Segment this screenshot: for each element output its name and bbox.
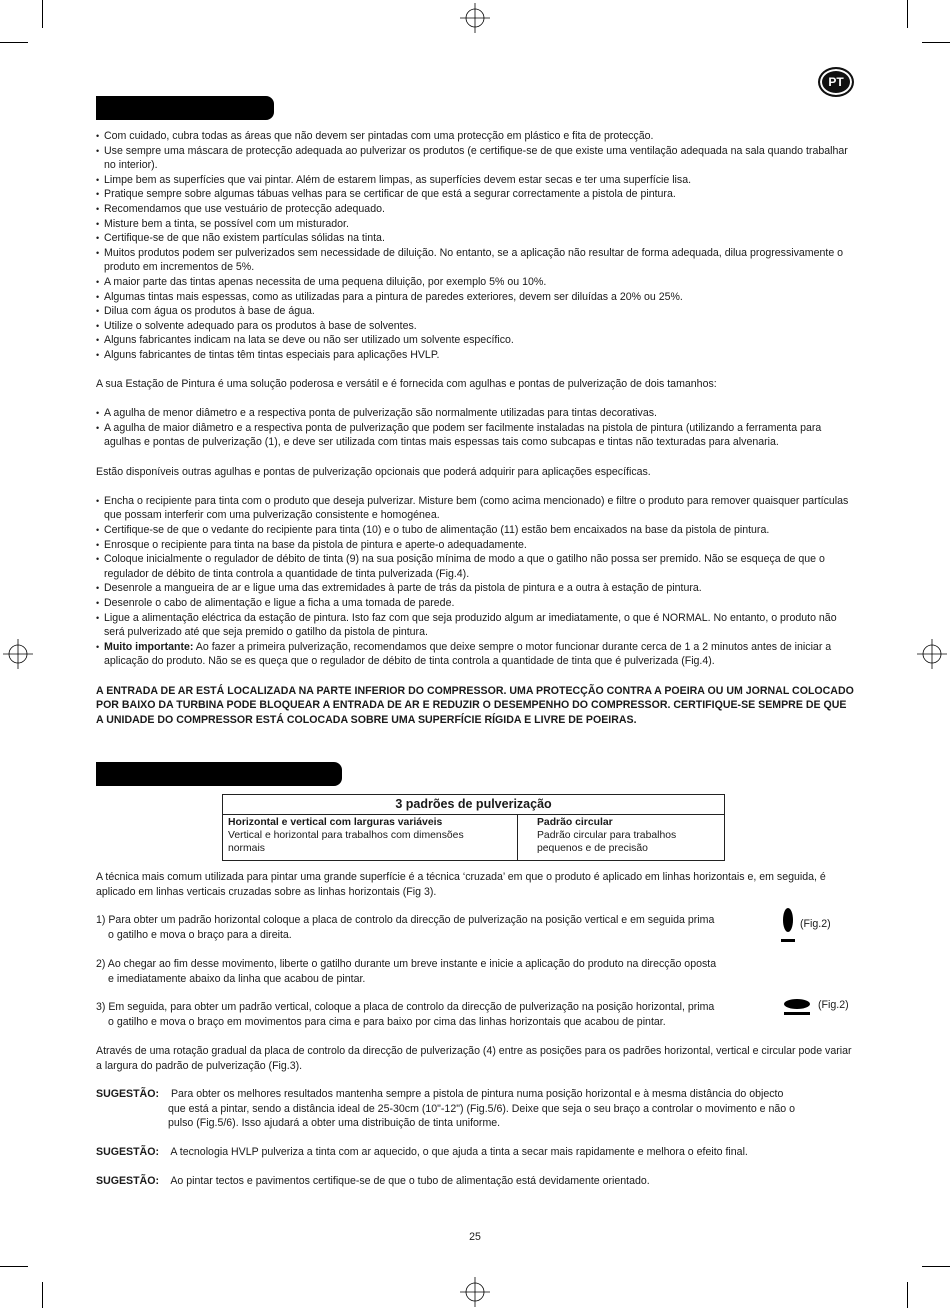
preparation-section	[96, 129, 856, 728]
preparation-list	[96, 129, 856, 363]
cell-text: pequenos e de precisão	[537, 843, 648, 855]
registration-mark-icon	[3, 639, 33, 669]
crop-mark	[0, 42, 28, 43]
registration-mark-icon	[917, 639, 947, 669]
registration-mark-icon	[460, 1277, 490, 1307]
tip-3: SUGESTÃO: Ao pintar tectos e pavimentos certifique-se de que o tubo de alimentação está devidamente orientado.	[96, 1175, 650, 1187]
tip-label: SUGESTÃO:	[96, 1146, 159, 1158]
important-text: Ao fazer a primeira pulverização, recomendamos que deixe sempre o motor funcionar durante cerca de 1 a 2 minutos antes de iniciar a aplicação do produto. Não se es queça que o regulador de débito de tinta controla a quantidade de tinta que é pulverizada (Fig.4).	[104, 640, 832, 668]
crop-mark	[42, 1282, 43, 1308]
vertical-nozzle-icon	[780, 906, 796, 944]
crop-mark	[922, 42, 950, 43]
list-item: • A maior parte das tintas apenas necessita de uma pequena diluição, por exemplo 5% ou 10%.	[96, 275, 856, 290]
figure-reference: (Fig.2)	[800, 918, 831, 930]
list-item: • Muitos produtos podem ser pulverizados sem necessidade de diluição. No entanto, se a aplicação não resultar de forma adequada, dilua progressivamente o produto em incrementos de 5%.	[96, 246, 856, 275]
list-item: • A agulha de menor diâmetro e a respectiva ponta de pulverização são normalmente utilizadas para tintas decorativas.	[96, 406, 856, 421]
step-2: 2) Ao chegar ao fim desse movimento, liberte o gatilho durante um breve instante e inicie a aplicação do produto na direcção oposta e imediatamente abaixo da linha que acabou de pintar.	[96, 958, 717, 985]
tip-label: SUGESTÃO:	[96, 1175, 159, 1187]
crop-mark	[907, 1282, 908, 1308]
air-intake-warning: A ENTRADA DE AR ESTÁ LOCALIZADA NA PARTE INFERIOR DO COMPRESSOR. UMA PROTECÇÃO CONTRA A POEIRA OU UM JORNAL COLOCADO POR BAIXO DA TURBINA PODE BLOQUEAR A ENTRADA DE AR E REDUZIR O DESEMPENHO DO COMPRESSOR. CERTIFIQUE-SE SEMPRE DE QUE A UNIDADE DO COMPRESSOR ESTÁ COLOCADA SOBRE UMA SUPERFÍCIE RÍGIDA E LIVRE DE POEIRAS.	[96, 684, 854, 727]
list-item: • Limpe bem as superfícies que vai pintar. Além de estarem limpas, as superfícies devem estar secas e ter uma superfície lisa.	[96, 173, 856, 188]
optional-paragraph: Estão disponíveis outras agulhas e pontas de pulverização opcionais que poderá adquirir para aplicações específicas.	[96, 465, 651, 478]
list-item: • Certifique-se de que o vedante do recipiente para tinta (10) e o tubo de alimentação (11) estão bem encaixados na base da pistola de pintura.	[96, 523, 856, 538]
tip-1: SUGESTÃO: Para obter os melhores resultados mantenha sempre a pistola de pintura numa posição horizontal e à mesma distância do objecto que está a pintar, sendo a distância ideal de 25-30cm (10"-12") (Fig.5/6). Deixe que seja o seu braço a controlar o movimento e não o pulso (Fig.5/6). Isso ajudará a obter uma distribuição de tinta uniforme.	[96, 1088, 796, 1130]
list-item: • Recomendamos que use vestuário de protecção adequado.	[96, 202, 856, 217]
crop-mark	[922, 1266, 950, 1267]
list-item: • Misture bem a tinta, se possível com um misturador.	[96, 217, 856, 232]
list-item: • Enrosque o recipiente para tinta na base da pistola de pintura e aperte-o adequadamente.	[96, 538, 856, 553]
rotation-paragraph: Através de uma rotação gradual da placa de controlo da direcção de pulverização (4) entre as posições para os padrões horizontal, vertical e circular pode variar a largura do padrão de pulverização (Fig.3).	[96, 1045, 852, 1072]
registration-mark-icon	[460, 3, 490, 33]
figure-reference: (Fig.2)	[818, 999, 849, 1011]
list-item: • Pratique sempre sobre algumas tábuas velhas para se certificar de que está a segurar correctamente a pistola de pintura.	[96, 187, 856, 202]
table-divider	[517, 815, 518, 861]
setup-list	[96, 494, 856, 669]
list-item: • Algumas tintas mais espessas, como as utilizadas para a pintura de paredes exteriores, devem ser diluídas a 20% ou 25%.	[96, 290, 856, 305]
cell-text: Padrão circular para trabalhos	[537, 830, 677, 842]
cell-text: normais	[228, 843, 265, 855]
tip-label: SUGESTÃO:	[96, 1088, 159, 1100]
section-header-bar	[96, 96, 274, 120]
spray-patterns-table	[222, 794, 725, 861]
list-item	[96, 640, 856, 669]
list-item: • Desenrole o cabo de alimentação e ligue a ficha a uma tomada de parede.	[96, 596, 856, 611]
language-badge: PT	[818, 67, 854, 97]
cell-title: Padrão circular	[537, 817, 613, 828]
intro-paragraph: A sua Estação de Pintura é uma solução poderosa e versátil e é fornecida com agulhas e pontas de pulverização de dois tamanhos:	[96, 378, 717, 391]
list-item: • Alguns fabricantes indicam na lata se deve ou não ser utilizado um solvente específico.	[96, 333, 856, 348]
cross-technique-paragraph: A técnica mais comum utilizada para pintar uma grande superfície é a técnica ‘cruzada’ em que o produto é aplicado em linhas horizontais e, em seguida, é aplicado em linhas verticais cruzadas sobre as linhas horizontais (Fig 3).	[96, 871, 826, 898]
needle-list	[96, 406, 856, 450]
list-item: • Use sempre uma máscara de protecção adequada ao pulverizar os produtos (e certifique-se de que existe uma ventilação adequada na sala quando trabalhar no interior).	[96, 144, 856, 173]
step-3: 3) Em seguida, para obter um padrão vertical, coloque a placa de controlo da direcção de pulverização na posição horizontal, prima o gatilho e mova o braço em movimentos para cima e para baixo por cima das linhas horizontais que acabou de pintar.	[96, 1001, 715, 1028]
cell-text: Vertical e horizontal para trabalhos com dimensões	[228, 830, 464, 842]
table-cell-right	[537, 816, 722, 856]
list-item: • Certifique-se de que não existem partículas sólidas na tinta.	[96, 231, 856, 246]
page-number: 25	[469, 1231, 481, 1243]
list-item: • Utilize o solvente adequado para os produtos à base de solventes.	[96, 319, 856, 334]
list-item: • Desenrole a mangueira de ar e ligue uma das extremidades à parte de trás da pistola de pintura e a outra à estação de pintura.	[96, 581, 856, 596]
list-item: • Com cuidado, cubra todas as áreas que não devem ser pintadas com uma protecção em plástico e fita de protecção.	[96, 129, 856, 144]
list-item: • Coloque inicialmente o regulador de débito de tinta (9) na sua posição mínima de modo a que o gatilho não possa ser premido. Não se esqueça de que o regulador de débito de tinta controla a quantidade de tinta pulverizada (Fig.4).	[96, 552, 856, 581]
list-item: • Dilua com água os produtos à base de água.	[96, 304, 856, 319]
crop-mark	[0, 1266, 28, 1267]
crop-mark	[907, 0, 908, 28]
list-item: • Encha o recipiente para tinta com o produto que deseja pulverizar. Misture bem (como acima mencionado) e filtre o produto para remover quaisquer partículas que possam interferir com uma pulverização consistente e homogénea.	[96, 494, 856, 523]
table-cell-left	[228, 816, 513, 856]
table-title: 3 padrões de pulverização	[223, 795, 724, 815]
list-item: • A agulha de maior diâmetro e a respectiva ponta de pulverização que podem ser facilmente instaladas na pistola de pintura (utilizando a ferramenta para agulhas e pontas de pulverização (1), e deve ser utilizada com tintas mais espessas tais como subcapas e tintas não texturadas para alvenaria.	[96, 421, 856, 450]
important-label: Muito importante:	[104, 640, 194, 653]
section-header-bar	[96, 762, 342, 786]
cell-title: Horizontal e vertical com larguras variáveis	[228, 817, 443, 828]
crop-mark	[42, 0, 43, 28]
horizontal-nozzle-icon	[782, 998, 812, 1018]
list-item: • Ligue a alimentação eléctrica da estação de pintura. Isto faz com que seja produzido algum ar imediatamente, o que é NORMAL. No entanto, o produto não será pulverizado até que seja premido o gatilho da pistola de pintura.	[96, 611, 856, 640]
step-1: 1) Para obter um padrão horizontal coloque a placa de controlo da direcção de pulverização na posição vertical e em seguida prima o gatilho e mova o braço para a direita.	[96, 914, 715, 941]
tip-2: SUGESTÃO: A tecnologia HVLP pulveriza a tinta com ar aquecido, o que ajuda a tinta a secar mais rapidamente e melhora o efeito final.	[96, 1146, 748, 1158]
list-item: • Alguns fabricantes de tintas têm tintas especiais para aplicações HVLP.	[96, 348, 856, 363]
